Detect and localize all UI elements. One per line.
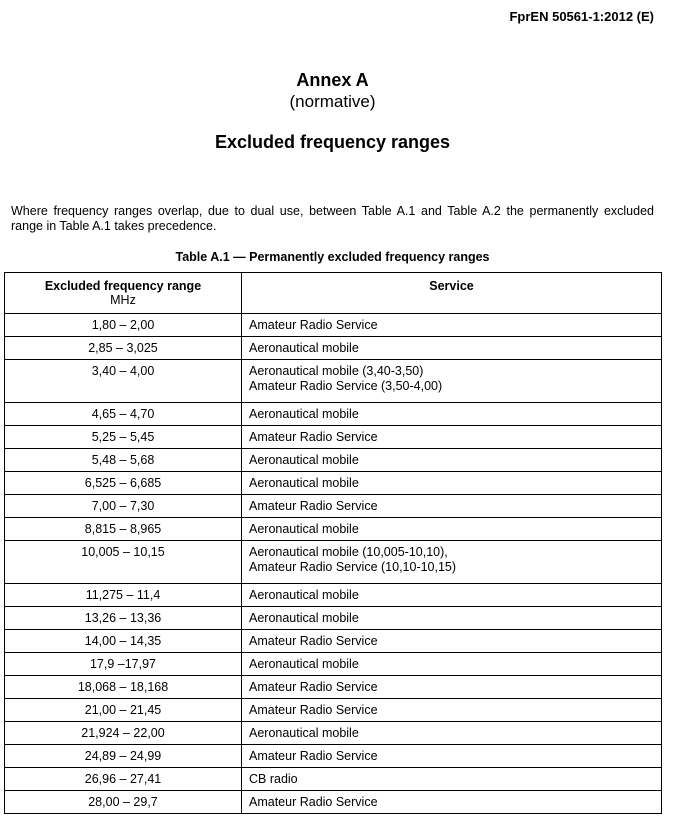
table-row <box>5 699 662 722</box>
service-cell <box>242 472 662 495</box>
table-row <box>5 360 662 403</box>
service-cell <box>242 745 662 768</box>
frequency-range-cell: 4,65 – 4,70 <box>5 403 242 426</box>
service-line: Aeronautical mobile <box>249 453 359 467</box>
annex-title: Annex A <box>296 70 369 90</box>
header-frequency-unit: MHz <box>110 293 136 307</box>
table-row <box>5 403 662 426</box>
service-line: Amateur Radio Service <box>249 634 378 648</box>
service-line: Aeronautical mobile (10,005-10,10), <box>249 545 448 559</box>
frequency-range-cell: 5,25 – 5,45 <box>5 426 242 449</box>
table-row <box>5 768 662 791</box>
document-id: FprEN 50561-1:2012 (E) <box>509 9 654 24</box>
frequency-range-cell: 1,80 – 2,00 <box>5 314 242 337</box>
header-frequency-range <box>5 273 242 314</box>
service-line: Aeronautical mobile <box>249 611 359 625</box>
service-line: Aeronautical mobile <box>249 341 359 355</box>
service-cell <box>242 360 662 403</box>
service-cell <box>242 676 662 699</box>
table-row <box>5 745 662 768</box>
service-cell <box>242 653 662 676</box>
service-cell <box>242 768 662 791</box>
service-line: Aeronautical mobile <box>249 522 359 536</box>
intro-paragraph: Where frequency ranges overlap, due to dual use, between Table A.1 and Table A.2 the permanently excluded range in Table A.1 takes precedence. <box>11 204 654 233</box>
frequency-range-cell: 11,275 – 11,4 <box>5 584 242 607</box>
service-cell <box>242 607 662 630</box>
table-row <box>5 607 662 630</box>
table-row <box>5 337 662 360</box>
frequency-range-cell: 3,40 – 4,00 <box>5 360 242 403</box>
table-row <box>5 791 662 814</box>
service-line: Amateur Radio Service <box>249 430 378 444</box>
excluded-frequency-table <box>4 272 662 814</box>
table-row <box>5 314 662 337</box>
table-row <box>5 653 662 676</box>
frequency-range-cell: 2,85 – 3,025 <box>5 337 242 360</box>
service-cell <box>242 403 662 426</box>
service-line: Aeronautical mobile <box>249 588 359 602</box>
service-cell <box>242 426 662 449</box>
table-row <box>5 584 662 607</box>
frequency-range-cell: 21,924 – 22,00 <box>5 722 242 745</box>
header-service: Service <box>242 273 662 314</box>
frequency-range-cell: 6,525 – 6,685 <box>5 472 242 495</box>
service-line: Amateur Radio Service <box>249 318 378 332</box>
table-row <box>5 541 662 584</box>
service-line: Amateur Radio Service <box>249 680 378 694</box>
table-caption: Table A.1 — Permanently excluded frequency ranges <box>175 250 490 264</box>
service-line: CB radio <box>249 772 298 786</box>
table-row <box>5 449 662 472</box>
service-line: Amateur Radio Service <box>249 749 378 763</box>
service-cell <box>242 584 662 607</box>
service-line: Amateur Radio Service <box>249 703 378 717</box>
service-cell <box>242 314 662 337</box>
frequency-range-cell: 28,00 – 29,7 <box>5 791 242 814</box>
table-row <box>5 630 662 653</box>
frequency-range-cell: 8,815 – 8,965 <box>5 518 242 541</box>
service-cell <box>242 337 662 360</box>
service-cell <box>242 699 662 722</box>
frequency-range-cell: 26,96 – 27,41 <box>5 768 242 791</box>
header-frequency-label: Excluded frequency range <box>44 279 202 293</box>
service-cell <box>242 722 662 745</box>
table-row <box>5 472 662 495</box>
service-cell <box>242 518 662 541</box>
service-line: Aeronautical mobile <box>249 726 359 740</box>
service-line: Aeronautical mobile <box>249 657 359 671</box>
frequency-range-cell: 18,068 – 18,168 <box>5 676 242 699</box>
service-line: Amateur Radio Service (3,50-4,00) <box>249 379 443 393</box>
table-row <box>5 518 662 541</box>
frequency-range-cell: 21,00 – 21,45 <box>5 699 242 722</box>
service-cell <box>242 630 662 653</box>
service-line: Amateur Radio Service <box>249 499 378 513</box>
service-cell <box>242 449 662 472</box>
table-header-row <box>5 273 662 314</box>
frequency-range-cell: 7,00 – 7,30 <box>5 495 242 518</box>
frequency-range-cell: 14,00 – 14,35 <box>5 630 242 653</box>
service-cell <box>242 791 662 814</box>
table-row <box>5 722 662 745</box>
service-line: Aeronautical mobile <box>249 476 359 490</box>
table-row <box>5 676 662 699</box>
service-line: Amateur Radio Service (10,10-10,15) <box>249 560 457 574</box>
service-line: Amateur Radio Service <box>249 795 378 809</box>
service-cell <box>242 541 662 584</box>
frequency-range-cell: 10,005 – 10,15 <box>5 541 242 584</box>
table-body <box>5 314 662 814</box>
service-cell <box>242 495 662 518</box>
service-line: Aeronautical mobile (3,40-3,50) <box>249 364 424 378</box>
frequency-range-cell: 17,9 –17,97 <box>5 653 242 676</box>
annex-subtitle: (normative) <box>289 92 376 111</box>
table-row <box>5 495 662 518</box>
service-line: Aeronautical mobile <box>249 407 359 421</box>
table-row <box>5 426 662 449</box>
frequency-range-cell: 5,48 – 5,68 <box>5 449 242 472</box>
section-title: Excluded frequency ranges <box>214 132 451 152</box>
frequency-range-cell: 13,26 – 13,36 <box>5 607 242 630</box>
frequency-range-cell: 24,89 – 24,99 <box>5 745 242 768</box>
